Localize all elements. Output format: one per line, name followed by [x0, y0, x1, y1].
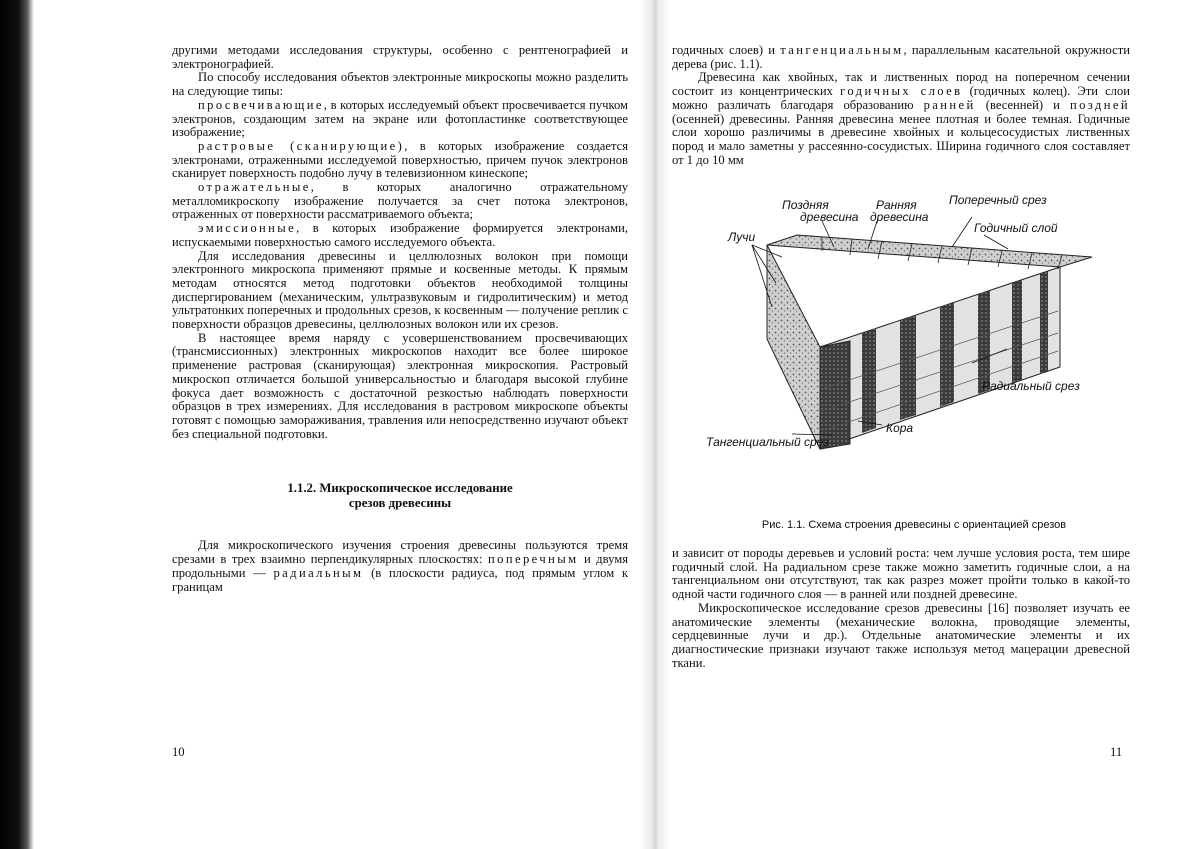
- paragraph: просвечивающие, в которых исследуемый объект просвечивается пучком электронов, создающим затем на экране или фотопластинке соответствующее изображение;: [172, 97, 628, 140]
- page-number-right: 11: [1110, 745, 1123, 759]
- paragraph: годичных слоев) и тангенциальным, параллельным касательной окружности дерева (рис. 1.1).: [672, 43, 1130, 71]
- wood-structure-figure: [672, 193, 1130, 519]
- wood-structure-diagram: [672, 199, 1130, 519]
- left-page: [172, 44, 628, 594]
- page-fold: [640, 0, 670, 849]
- paragraph: Для микроскопического изучения строения древесины пользуются тремя срезами в трех взаимно перпендикулярных плоскостях: поперечным и двумя продольными — радиальным (в плоскости радиуса, под прямым углом к границам: [172, 538, 629, 594]
- paragraph: По способу исследования объектов электронные микроскопы можно разделить на следующие типы:: [172, 70, 628, 99]
- label-rays: Лучи: [728, 230, 756, 245]
- paragraph: эмиссионные, в которых изображение формируется электронами, испускаемыми поверхностью самого исследуемого объекта.: [172, 221, 628, 249]
- page-number-left: 10: [172, 745, 185, 759]
- label-bark: Кора: [886, 421, 914, 436]
- figure-caption: Рис. 1.1. Схема строения древесины с ориентацией срезов: [761, 519, 1067, 532]
- right-page: [672, 44, 1130, 670]
- label-tangential-section: Тангенциальный срез: [706, 435, 829, 450]
- term: отражательные: [198, 180, 311, 195]
- paragraph: другими методами исследования структуры, особенно с рентгенографией и электронографией.: [172, 43, 628, 71]
- label-cross-section: Поперечный срез: [949, 193, 1047, 208]
- label-annual-ring: Годичный слой: [974, 221, 1058, 236]
- term: просвечивающие: [198, 97, 324, 112]
- section-heading: 1.1.2. Микроскопическое исследование срезов древесины: [287, 481, 513, 511]
- paragraph: В настоящее время наряду с усовершенствованием просвечивающих (трансмиссионных) электронных микроскопов находит все более широкое применение растровая (сканирующая) электронная микроскопия. Растровый микроскоп отличается большой универсальностью и благодаря высокой глубине фокуса дает возможность с достаточной резкостью наблюдать поверхности образцов в трех измерениях. Для исследования в растровом микроскопе объекты готовят с помощью замораживания, травления или непосредственно изучают объект без специальной подготовки.: [172, 330, 628, 441]
- term: эмиссионные: [198, 221, 297, 236]
- paragraph: растровые (сканирующие), в которых изображение создается электронами, отраженными исследуемой поверхностью, причем пучок электронов сканирует поверхность подобно лучу в телевизионном кинескопе;: [172, 138, 628, 181]
- label-late-wood-2: древесина: [800, 210, 859, 225]
- term: растровые (сканирующие): [198, 138, 405, 153]
- label-late-wood: Поздняя: [782, 198, 829, 213]
- paragraph: Микроскопическое исследование срезов древесины [16] позволяет изучать ее анатомические элементы (механические волокна, проводящие элементы, сердцевинные лучи и др.). Отдельные анатомические элементы и их диагностические признаки изучают также используя метод мацерации древесной ткани.: [672, 600, 1130, 670]
- paragraph: и зависит от породы деревьев и условий роста: чем лучше условия роста, тем шире годичный слой. На радиальном срезе также можно заметить годичные слои, а на тангенциальном они отсутствуют, так как разрез может пройти только в какой-то одной части годичного слоя — в ранней или поздней древесине.: [672, 546, 1130, 602]
- label-early-wood: Ранняя: [876, 198, 917, 213]
- label-radial-section: Радиальный срез: [982, 379, 1080, 394]
- label-early-wood-2: древесина: [870, 210, 929, 225]
- paragraph: отражательные, в которых аналогично отражательному металломикроскопу изображение получается за счет потока электронов, отраженных от поверхности рассматриваемого объекта;: [172, 180, 628, 222]
- paragraph: Для исследования древесины и целлюлозных волокон при помощи электронного микроскопа применяют прямые и косвенные методы. К прямым методам относятся метод подготовки объектов необходимой толщины диспергированием (механическим, ультразвуковым и гидролитическим) и метод ультратонких поперечных и продольных срезов, к косвенным — получение реплик с поверхности образцов древесины, целлюлозных волокон или их срезов.: [172, 248, 628, 332]
- paragraph: Древесина как хвойных, так и лиственных пород на поперечном сечении состоит из концентрических годичных слоев (годичных колец). Эти слои можно различать благодаря образованию ранней (весенней) и поздней (осенней) древесины. Ранняя древесина менее плотная и более темная. Годичные слои хорошо различимы в древесине хвойных и кольцесосудистых лиственных пород и мало заметны у рассеянно-сосудистых. Ширина годичного слоя составляет от 1 до 10 мм: [672, 70, 1131, 167]
- book-spine-shadow: [0, 0, 34, 849]
